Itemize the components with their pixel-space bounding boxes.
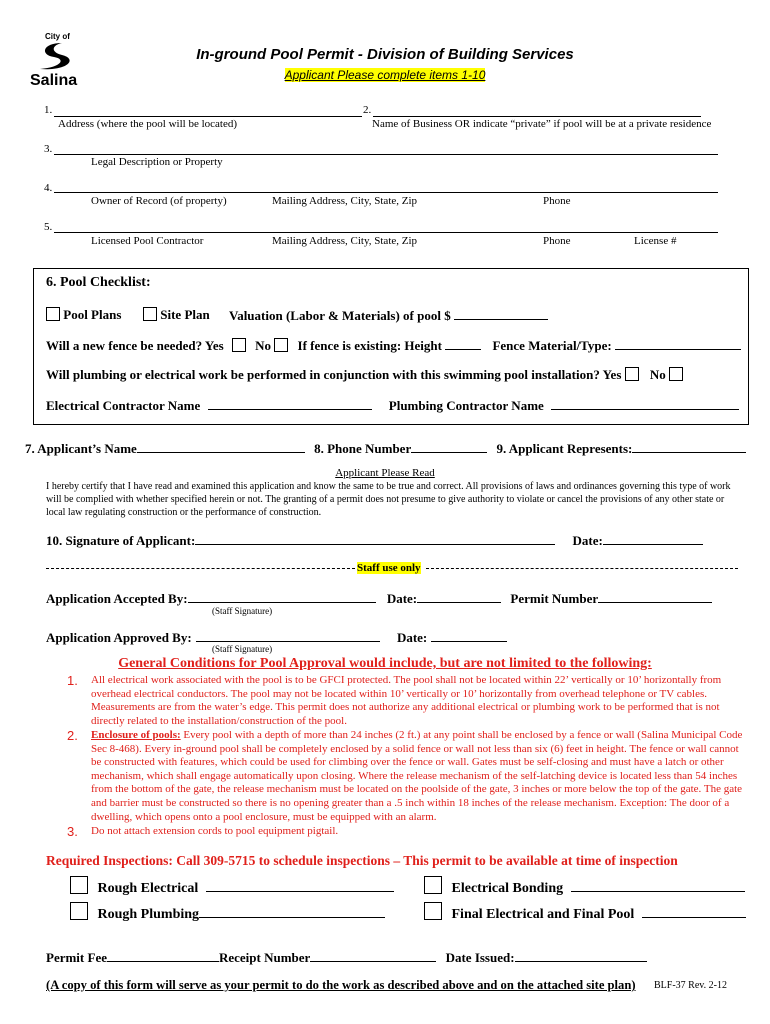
- inspection-rough-plumbing: [70, 902, 385, 923]
- valuation-field[interactable]: [454, 307, 548, 320]
- plumbing-contractor-label: Plumbing Contractor Name: [388, 398, 544, 413]
- site-plan-checkbox[interactable]: [143, 307, 157, 321]
- accepted-field[interactable]: [188, 590, 376, 603]
- item5-license-label: License #: [634, 235, 677, 247]
- fence-question: Will a new fence be needed? Yes: [46, 338, 224, 353]
- item2-business-field[interactable]: [373, 104, 701, 117]
- item4-owner-field[interactable]: [54, 180, 718, 193]
- rough-plumbing-field[interactable]: [199, 905, 385, 918]
- phone-number-label: 8. Phone Number: [314, 441, 412, 456]
- date-issued-label: Date Issued:: [445, 950, 515, 965]
- final-label: Final Electrical and Final Pool: [451, 907, 635, 922]
- rough-electrical-label: Rough Electrical: [97, 881, 199, 896]
- item1-number: 1.: [44, 104, 53, 116]
- approved-date-field[interactable]: [431, 629, 507, 642]
- condition-1-number: 1.: [67, 673, 78, 688]
- permit-fee-label: Permit Fee: [46, 950, 107, 965]
- fence-material-field[interactable]: [615, 337, 741, 350]
- approved-label: Application Approved By:: [46, 630, 192, 645]
- checklist-row-siteplan: [143, 307, 210, 323]
- plumbing-row: [46, 367, 683, 383]
- pool-plans-checkbox[interactable]: [46, 307, 60, 321]
- fence-no-checkbox[interactable]: [274, 338, 288, 352]
- accepted-date-field[interactable]: [417, 590, 501, 603]
- valuation-row: [229, 307, 548, 324]
- fence-row: [46, 337, 741, 354]
- fence-material-label: Fence Material/Type:: [492, 338, 612, 353]
- applicant-name-field[interactable]: [137, 440, 305, 453]
- city-logo: [30, 32, 82, 94]
- item4-mailing-label: Mailing Address, City, State, Zip: [272, 195, 418, 207]
- electrical-bonding-label: Electrical Bonding: [451, 881, 564, 896]
- applicant-name-label: 7. Applicant’s Name: [25, 441, 137, 456]
- signature-date-label: Date:: [572, 533, 603, 548]
- fence-existing-label: If fence is existing: Height: [297, 338, 442, 353]
- pool-checklist: [33, 268, 749, 425]
- plumbing-no-label: No: [649, 367, 666, 382]
- divider-left: [46, 568, 355, 569]
- item4-number: 4.: [44, 182, 53, 194]
- item5-number: 5.: [44, 221, 53, 233]
- condition-3-text: Do not attach extension cords to pool equipment pigtail.: [91, 825, 339, 837]
- signature-row: [46, 532, 703, 549]
- item3-legal-field[interactable]: [54, 142, 718, 155]
- condition-3-number: 3.: [67, 824, 78, 839]
- inspection-electrical-bonding: [424, 876, 745, 897]
- rough-electrical-checkbox[interactable]: [70, 876, 88, 894]
- applicant-row: 7. Applicant’s Name 8. Phone Number 9. Applicant Represents:: [25, 440, 746, 457]
- permit-number-field[interactable]: [598, 590, 712, 603]
- fence-no-label: No: [255, 338, 272, 353]
- rough-plumbing-checkbox[interactable]: [70, 902, 88, 920]
- approved-field[interactable]: [196, 629, 380, 642]
- item3-number: 3.: [44, 143, 53, 155]
- rough-electrical-field[interactable]: [206, 879, 394, 892]
- plumbing-no-checkbox[interactable]: [669, 367, 683, 381]
- item1-address-field[interactable]: [54, 104, 362, 117]
- item5-contractor-label: Licensed Pool Contractor: [91, 235, 204, 247]
- divider-right: [426, 568, 738, 569]
- fee-row: [46, 949, 647, 966]
- read-heading: [0, 467, 770, 479]
- conditions-heading-text: General Conditions for Pool Approval would include, but are not limited to the following:: [118, 656, 652, 671]
- permit-number-label: Permit Number: [510, 591, 599, 606]
- accepted-row: [46, 590, 712, 607]
- item2-label: Name of Business OR indicate “private” if pool will be at a private residence: [372, 118, 712, 130]
- contractor-row: [46, 397, 739, 414]
- item5-phone-label: Phone: [543, 235, 571, 247]
- item5-mailing-label: Mailing Address, City, State, Zip: [272, 235, 418, 247]
- logo-salina: Salina: [30, 72, 78, 89]
- valuation-label: Valuation (Labor & Materials) of pool $: [229, 308, 451, 323]
- pool-plans-label: Pool Plans: [63, 307, 122, 322]
- site-plan-label: Site Plan: [160, 307, 210, 322]
- plumbing-contractor-field[interactable]: [551, 397, 739, 410]
- electrical-bonding-checkbox[interactable]: [424, 876, 442, 894]
- phone-number-field[interactable]: [411, 440, 487, 453]
- represents-label: 9. Applicant Represents: [496, 441, 629, 456]
- fence-yes-checkbox[interactable]: [232, 338, 246, 352]
- signature-field[interactable]: [195, 532, 555, 545]
- approved-row: [46, 629, 507, 646]
- item5-contractor-field[interactable]: [54, 220, 718, 233]
- read-heading-text: Applicant Please Read: [335, 467, 435, 479]
- checklist-title: 6. Pool Checklist:: [46, 275, 151, 290]
- inspection-final: [424, 902, 746, 923]
- item2-number: 2.: [363, 104, 372, 116]
- electrical-contractor-label: Electrical Contractor Name: [46, 398, 201, 413]
- accepted-date-label: Date:: [386, 591, 418, 606]
- item1-label: Address (where the pool will be located): [58, 118, 237, 130]
- item4-phone-label: Phone: [543, 195, 571, 207]
- rough-plumbing-label: Rough Plumbing: [97, 907, 200, 922]
- condition-2-bold: Enclosure of pools:: [91, 729, 181, 741]
- checklist-row-plans: [46, 307, 121, 323]
- staff-divider: [46, 563, 738, 575]
- item3-label: Legal Description or Property: [91, 156, 223, 168]
- certification-text: I hereby certify that I have read and examined this application and know the same to be true and correct. All provisions of laws and ordinances governing this type of work will be complied with whether specified herein or not. The granting of a permit does not presume to give authority to violate or cancel the provisions of any other state or local law regulating construction or the performance of construction.: [46, 481, 731, 518]
- date-issued-field[interactable]: [515, 949, 647, 962]
- receipt-label: Receipt Number: [218, 950, 311, 965]
- plumbing-yes-checkbox[interactable]: [625, 367, 639, 381]
- inspections-heading: Required Inspections: Call 309-5715 to schedule inspections – This permit to be available at time of inspection: [46, 853, 678, 868]
- logo-city-of: City of: [45, 32, 70, 41]
- condition-2-body: Every pool with a depth of more than 24 inches (2 ft.) at any point shall be enclosed by a fence or wall (Salina Municipal Code Sec 8-468). Every in-ground pool shall be completely enclosed by a solid fence or wall not less than six (6) feet in height. The fence or wall cannot be constructed with features, which could be used for climbing over the fence or wall. Gates must be self-closing and must have a latch or other mechanism, which shall engage automatically upon closing. Where the release mechanism of the self-latching device is located less than 54 inches from the bottom of the gate, the release mechanism must be located on the poolside of the gate, 3 inches or more below the top of the gate. The gate and barrier must be constructed so there is no opening greater than a .5 inch within 18 inches of the release mechanism. Exception: The door of a dwelling, which opens onto a pool enclosure, must be equipped with an alarm.: [91, 729, 743, 823]
- condition-2-number: 2.: [67, 728, 78, 743]
- footer-note: (A copy of this form will serve as your permit to do the work as described above and on the attached site plan): [46, 978, 636, 992]
- approved-staff-signature: (Staff Signature): [212, 644, 273, 654]
- accepted-label: Application Accepted By:: [46, 591, 188, 606]
- permit-fee-field[interactable]: [107, 949, 219, 962]
- inspection-rough-electrical: [70, 876, 394, 897]
- page-subtitle: [0, 66, 770, 84]
- electrical-contractor-field[interactable]: [208, 397, 372, 410]
- represents-field[interactable]: [632, 440, 746, 453]
- approved-date-label: Date:: [396, 630, 428, 645]
- item4-owner-label: Owner of Record (of property): [91, 195, 227, 207]
- accepted-staff-signature: (Staff Signature): [212, 606, 273, 616]
- page-title: In-ground Pool Permit - Division of Building Services: [196, 46, 574, 63]
- final-checkbox[interactable]: [424, 902, 442, 920]
- electrical-bonding-field[interactable]: [571, 879, 745, 892]
- final-field[interactable]: [642, 905, 746, 918]
- signature-date-field[interactable]: [603, 532, 703, 545]
- plumbing-question: Will plumbing or electrical work be performed in conjunction with this swimming pool installation? Yes: [46, 367, 622, 382]
- condition-1-text: All electrical work associated with the pool is to be GFCI protected. The pool shall not be located within 22’ vertically or 10’ horizontally from overhead electrical conductors. The pool may not be located within 10’ vertically or 10’ horizontally from overhead telephone or TV cables. Measurements are from the water’s edge. This permit does not authorize any additional electrical or plumbing work to be performed that is not directly related to the installation/construction of the pool.: [91, 674, 722, 727]
- signature-label: 10. Signature of Applicant:: [46, 533, 196, 548]
- fence-height-field[interactable]: [445, 337, 481, 350]
- staff-use-only: Staff use only: [357, 562, 421, 574]
- receipt-field[interactable]: [310, 949, 436, 962]
- form-id: BLF-37 Rev. 2-12: [654, 980, 727, 991]
- condition-2-text: [91, 729, 743, 824]
- subtitle-text: Applicant Please complete items 1-10: [284, 68, 486, 82]
- conditions-heading: [0, 656, 770, 672]
